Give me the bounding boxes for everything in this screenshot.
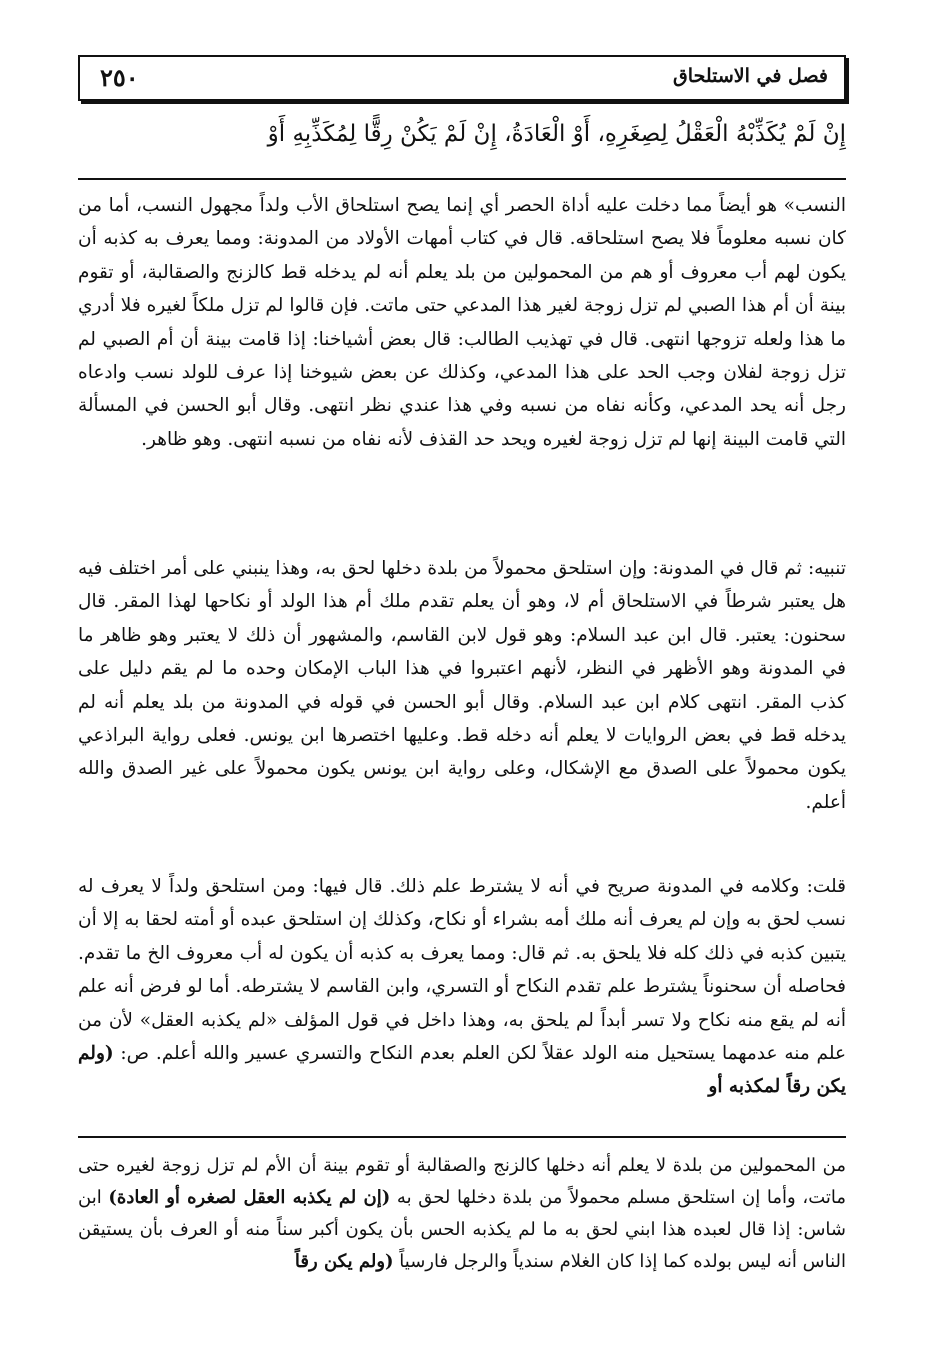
commentary-paragraph-2 bbox=[78, 552, 846, 819]
footnote bbox=[78, 1150, 846, 1278]
footnote-text-1: من المحمولين من بلدة لا يعلم أنه دخلها كالزنج والصقالبة أو تقوم بينة أن الأم لم تزل زوجة لغيره حتى ماتت، وأما إن استلحق مسلم محمولاً من بلدة دخلها لحق به bbox=[78, 1155, 847, 1208]
commentary-paragraph-1-text: النسب» هو أيضاً مما دخلت عليه أداة الحصر أي إنما يصح استلحاق الأب ولداً مجهول النسب، أما من كان نسبه معلوماً فلا يصح استلحاقه. قال في كتاب أمهات الأولاد من المدونة: ومما يعرف به كذبه أن يكون لهم أب معروف أو هم من المحمولين من بلد يعلم أنه لم يدخله قط كالزنج والصقالبة، أو تقوم بينة أن أم هذا الصبي لم تزل زوجة لغير هذا المدعي حتى ماتت. فإن قالوا لم تزل ملكاً لغيره فلا أدري ما هذا ولعله تزوجها انتهى. قال في تهذيب الطالب: قال بعض أشياخنا: إذا قامت بينة أن أم الصبي لم تزل زوجة لفلان وجب الحد على هذا المدعي، وكذلك عن بعض شيوخنا إذا عرف للولد نسب وادعاه رجل أنه يحد المدعي، وكأنه نفاه من نسبه وفي هذا عندي نظر انتهى. وقال أبو الحسن في المسألة التي قامت البينة إنها لم تزل زوجة لغيره ويحد حد القذف لأنه نفاه من نسبه انتهى. وهو ظاهر. bbox=[78, 195, 846, 450]
matn-marker: ص: bbox=[120, 1043, 150, 1065]
footnote-divider bbox=[78, 1136, 846, 1138]
footnote-bold-2: (ولم يكن رقاً bbox=[294, 1251, 394, 1272]
page-header bbox=[78, 55, 846, 101]
commentary-paragraph-3-text: قلت: وكلامه في المدونة صريح في أنه لا يشترط علم ذلك. قال فيها: ومن استلحق ولداً لا يعرف له نسب لحق به وإن لم يعرف أنه ملك أمه بشراء أو نكاح، وكذلك إن استلحق عبده أو أمته لحقا به إلا أن يتبين كذبه في ذلك كله فلا يلحق به. ثم قال: ومما يعرف به كذبه أن يكون له أب معروف الخ ما تقدم. فحاصله أن سحنوناً يشترط علم تقدم النكاح أو التسري، وابن القاسم لا يشترطه. أما لو فرض أنه علم أنه لم يقع منه نكاح ولا تسر أبداً لم يلحق به، وهذا داخل في قول المؤلف «لم يكذبه العقل» لأن من علم منه عدمهما يستحيل منه الولد عقلاً لكن العلم بعدم النكاح والتسري عسير والله أعلم. bbox=[78, 876, 846, 1065]
matn-divider bbox=[78, 178, 846, 180]
page-number: ٢٥٠ bbox=[100, 63, 139, 92]
commentary-paragraph-2-text: تنبيه: ثم قال في المدونة: وإن استلحق محمولاً من بلدة دخلها لحق به، وهذا ينبني على أمر اختلف فيه هل يعتبر شرطاً في الاستلحاق أم لا، وهو أن يعلم تقدم ملك أم هذا الولد أو نكاحها لهذا المقر. قال سحنون: يعتبر. قال ابن عبد السلام: وهو قول لابن القاسم، والمشهور أن ذلك لا يعتبر وهو ظاهر ما في المدونة وهو الأظهر في النظر، لأنهم اعتبروا في هذا الباب الإمكان وحده ما لم يقم دليل على كذب المقر. انتهى كلام ابن عبد السلام. وقال أبو الحسن في قوله في المدونة من بلد يعلم أنه لم يدخله قط في بعض الروايات لا يعلم أنه دخله قط. وعليها اختصرها ابن يونس. فعلى رواية البراذعي يكون محمولاً على الصدق مع الإشكال، وعلى رواية ابن يونس يكون محمولاً على غير الصدق والله أعلم. bbox=[78, 558, 846, 813]
matn-text: إِنْ لَمْ يُكَذِّبْهُ الْعَقْلُ لِصِغَرِهِ، أَوْ الْعَادَةُ، إِنْ لَمْ يَكُنْ رِقًّا لِمُكَذِّبِهِ أَوْ bbox=[267, 121, 846, 147]
commentary-paragraph-1 bbox=[78, 189, 846, 456]
matn-quote: (ولم يكن رقاً لمكذبه أو bbox=[78, 1043, 846, 1098]
commentary-paragraph-3-body bbox=[78, 870, 846, 1104]
footnote-bold-1: (إن لم يكذبه العقل لصغره أو العادة) bbox=[108, 1187, 391, 1208]
commentary-paragraph-3 bbox=[78, 870, 846, 1104]
footnote-text-2: ابن شاس: إذا قال لعبده هذا ابني لحق به ما لم يكذبه الحس بأن يكون أكبر سناً منه أو العرف بأن يستيقن الناس أنه ليس بولده كما إذا كان الغلام سندياً والرجل فارسياً bbox=[78, 1187, 846, 1272]
running-title: فصل في الاستلحاق bbox=[673, 65, 828, 87]
